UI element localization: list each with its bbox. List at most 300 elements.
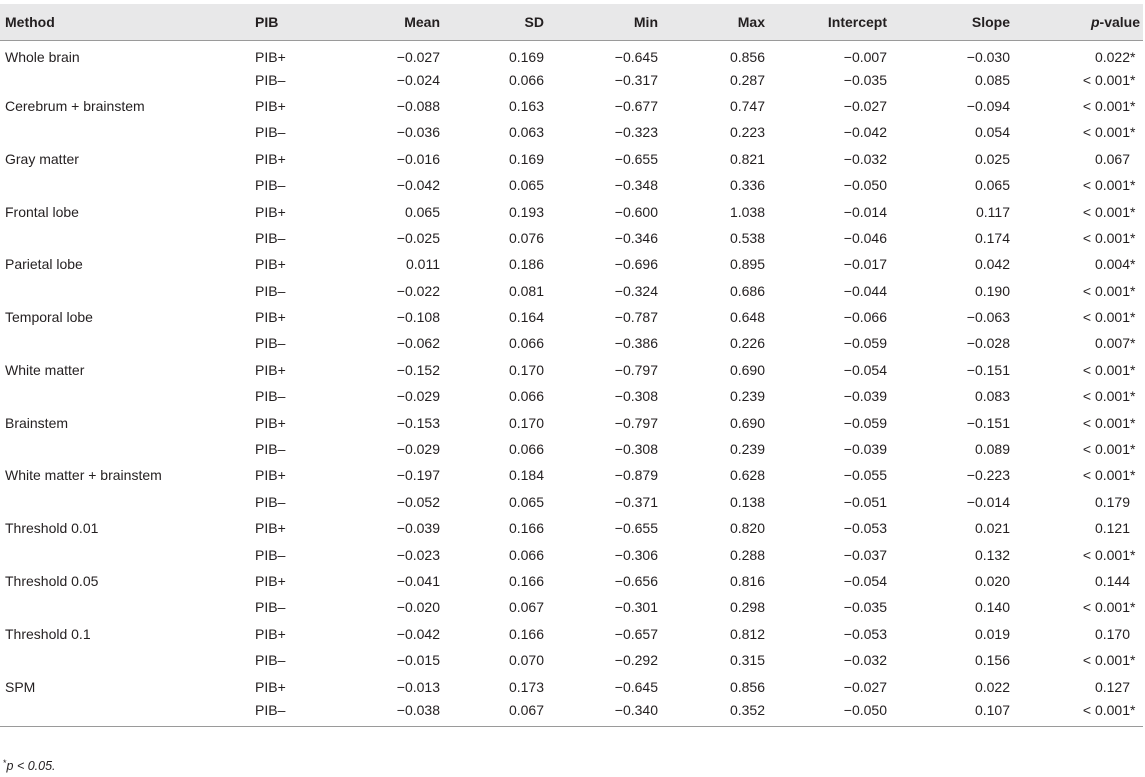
cell-slope: −0.094 (966, 97, 1010, 114)
cell-pib: PIB+ (255, 150, 286, 167)
footnote-text: p < 0.05. (6, 759, 56, 773)
cell-max: 0.223 (729, 124, 765, 141)
cell-min: −0.655 (614, 520, 658, 537)
cell-max: 0.287 (729, 71, 765, 88)
cell-mean: −0.024 (396, 71, 440, 88)
p-value-text: < 0.001 (1082, 203, 1130, 220)
cell-slope: 0.020 (974, 573, 1010, 589)
cell-p-value: < 0.001* (1010, 700, 1143, 726)
cell-sd: 0.166 (508, 573, 544, 589)
cell-slope: −0.014 (966, 493, 1010, 510)
cell-method: Cerebrum + brainstem (5, 97, 145, 114)
cell-mean: −0.015 (396, 652, 440, 669)
cell-slope: 0.089 (974, 441, 1010, 458)
header-pib: PIB (255, 4, 350, 40)
cell-mean: −0.023 (396, 546, 440, 563)
cell-p-value: < 0.001* (1082, 282, 1136, 299)
cell-intercept: −0.059 (843, 414, 887, 431)
cell-mean: −0.027 (396, 49, 440, 66)
footnote (3, 758, 56, 773)
table-row (0, 304, 1143, 330)
cell-mean: −0.153 (396, 414, 440, 431)
cell-sd: 0.070 (508, 652, 544, 669)
cell-slope: 0.021 (974, 520, 1010, 537)
cell-p-value: 0.022* (1094, 49, 1136, 66)
p-value-text: < 0.001 (1082, 124, 1130, 141)
cell-slope: 0.083 (974, 388, 1010, 405)
cell-intercept: −0.053 (843, 520, 887, 537)
table-row (0, 568, 1143, 594)
cell-intercept: −0.032 (843, 150, 887, 167)
header-mean: Mean (350, 4, 440, 40)
cell-intercept: −0.050 (765, 700, 887, 726)
cell-slope: 0.085 (974, 71, 1010, 88)
p-value-text: < 0.001 (1082, 441, 1130, 458)
cell-slope: 0.042 (974, 256, 1010, 273)
cell-pib: PIB– (255, 177, 286, 194)
cell-p-value (1010, 515, 1143, 541)
cell-method: Parietal lobe (5, 256, 83, 273)
cell-sd: 0.166 (508, 520, 544, 537)
cell-sd: 0.186 (508, 256, 544, 273)
cell-max: 0.816 (729, 573, 765, 589)
cell-mean: −0.020 (396, 599, 440, 616)
cell-pib: PIB+ (255, 678, 286, 695)
cell-sd: 0.066 (508, 441, 544, 458)
cell-max: 0.648 (729, 309, 765, 326)
cell-method (0, 172, 255, 198)
cell-mean: −0.036 (396, 124, 440, 141)
table-body (0, 40, 1143, 726)
cell-max: 0.812 (729, 625, 765, 642)
cell-pib: PIB– (255, 599, 286, 616)
p-value-text: 0.004 (1094, 256, 1130, 273)
cell-p-value: < 0.001* (1082, 71, 1136, 88)
cell-max: 0.226 (729, 335, 765, 352)
cell-sd: 0.066 (508, 71, 544, 88)
cell-pib: PIB– (255, 441, 286, 458)
table-row (0, 93, 1143, 119)
table-row (0, 621, 1143, 647)
cell-intercept: −0.027 (843, 97, 887, 114)
cell-mean: −0.152 (396, 361, 440, 378)
table-row (0, 119, 1143, 145)
cell-max: 0.895 (729, 256, 765, 273)
table-row (0, 541, 1143, 567)
cell-sd: 0.066 (508, 546, 544, 563)
table-row (0, 383, 1143, 409)
cell-sd: 0.163 (508, 97, 544, 114)
p-value-text: 0.007 (1094, 335, 1130, 352)
cell-mean: −0.108 (396, 309, 440, 326)
cell-p-value: 0.004* (1094, 256, 1136, 273)
cell-p-value: < 0.001* (1082, 124, 1136, 141)
table-row (0, 225, 1143, 251)
cell-p-value (1010, 489, 1143, 515)
cell-max: 0.538 (729, 229, 765, 246)
cell-mean: −0.029 (396, 441, 440, 458)
cell-p-value (1010, 673, 1143, 699)
header-p-value (1010, 4, 1143, 40)
cell-p-value: < 0.001* (1082, 467, 1136, 484)
cell-mean: −0.062 (396, 335, 440, 352)
p-value-text: < 0.001 (1082, 388, 1130, 405)
cell-method (0, 66, 255, 92)
cell-pib: PIB+ (255, 49, 286, 66)
cell-max: 0.138 (729, 493, 765, 510)
cell-p-value: 0.007* (1094, 335, 1136, 352)
cell-intercept: −0.037 (843, 546, 887, 563)
cell-method (0, 278, 255, 304)
cell-method: Brainstem (5, 414, 69, 431)
cell-min: −0.348 (614, 177, 658, 194)
cell-mean: −0.016 (396, 150, 440, 167)
p-value-text: < 0.001 (1082, 701, 1130, 718)
table-row (0, 489, 1143, 515)
cell-pib: PIB+ (255, 520, 286, 537)
p-value-text: 0.144 (1094, 573, 1130, 589)
cell-slope: 0.117 (976, 203, 1010, 220)
table-row (0, 198, 1143, 224)
cell-min: −0.600 (614, 203, 658, 220)
cell-method: Threshold 0.1 (5, 625, 91, 642)
cell-method: White matter (5, 361, 85, 378)
cell-sd: 0.066 (508, 335, 544, 352)
p-value-text: < 0.001 (1082, 467, 1130, 484)
cell-p-value: < 0.001* (1082, 177, 1136, 194)
cell-max: 1.038 (729, 203, 765, 220)
p-value-text: < 0.001 (1082, 309, 1130, 326)
cell-method: SPM (5, 678, 36, 695)
cell-min: −0.346 (614, 229, 658, 246)
cell-mean: −0.025 (396, 229, 440, 246)
cell-mean: −0.042 (396, 625, 440, 642)
cell-method (0, 489, 255, 515)
table-row (0, 330, 1143, 356)
cell-max: 0.628 (729, 467, 765, 484)
table-row (0, 462, 1143, 488)
cell-intercept: −0.035 (843, 599, 887, 616)
cell-method (0, 119, 255, 145)
header-p-italic: p (1090, 13, 1100, 30)
results-table (0, 4, 1143, 727)
cell-max: 0.821 (729, 150, 765, 167)
cell-min: −0.657 (614, 625, 658, 642)
p-value-text: < 0.001 (1082, 414, 1130, 431)
cell-mean: −0.041 (396, 573, 440, 589)
p-value-text: < 0.001 (1082, 599, 1130, 616)
cell-min: −0.324 (614, 282, 658, 299)
cell-method: White matter + brainstem (5, 467, 162, 484)
cell-slope: 0.190 (974, 282, 1010, 299)
table-row (0, 66, 1143, 92)
cell-intercept: −0.039 (843, 441, 887, 458)
header-method: Method (0, 4, 255, 40)
cell-p-value: < 0.001* (1082, 309, 1136, 326)
cell-mean: −0.088 (396, 97, 440, 114)
cell-method: Frontal lobe (5, 203, 79, 220)
table-row (0, 436, 1143, 462)
cell-sd: 0.169 (508, 150, 544, 167)
cell-max: 0.352 (658, 700, 765, 726)
cell-slope: −0.151 (966, 414, 1010, 431)
cell-slope: −0.030 (966, 49, 1010, 66)
cell-sd: 0.067 (440, 700, 544, 726)
cell-intercept: −0.044 (843, 282, 887, 299)
cell-max: 0.239 (729, 441, 765, 458)
header-row (0, 4, 1143, 40)
p-value-text: < 0.001 (1082, 282, 1130, 299)
cell-slope: 0.022 (974, 678, 1010, 695)
cell-intercept: −0.042 (843, 124, 887, 141)
cell-sd: 0.066 (508, 388, 544, 405)
p-value-text: < 0.001 (1082, 652, 1130, 669)
table-header (0, 4, 1143, 40)
cell-max: 0.690 (729, 361, 765, 378)
cell-max: 0.336 (729, 177, 765, 194)
cell-p-value: < 0.001* (1082, 599, 1136, 616)
table-row (0, 594, 1143, 620)
cell-pib: PIB+ (255, 625, 286, 642)
cell-p-value (1010, 146, 1143, 172)
cell-pib: PIB– (255, 700, 350, 726)
header-sd: SD (440, 4, 544, 40)
cell-max: 0.686 (729, 282, 765, 299)
table-row (0, 700, 1143, 726)
cell-sd: 0.063 (508, 124, 544, 141)
cell-min: −0.323 (614, 124, 658, 141)
p-value-text: < 0.001 (1082, 546, 1130, 563)
cell-pib: PIB– (255, 335, 286, 352)
cell-min: −0.306 (614, 546, 658, 563)
cell-sd: 0.193 (508, 203, 544, 220)
cell-p-value (1010, 621, 1143, 647)
cell-mean: −0.022 (396, 282, 440, 299)
cell-mean: −0.029 (396, 388, 440, 405)
cell-p-value: < 0.001* (1082, 229, 1136, 246)
cell-p-value: < 0.001* (1082, 388, 1136, 405)
table-row (0, 647, 1143, 673)
cell-method: Temporal lobe (5, 309, 93, 326)
p-value-text: 0.121 (1094, 520, 1130, 537)
cell-max: 0.288 (729, 546, 765, 563)
cell-p-value: < 0.001* (1082, 546, 1136, 563)
cell-min: −0.879 (614, 467, 658, 484)
cell-mean: −0.052 (396, 493, 440, 510)
table-row (0, 146, 1143, 172)
cell-intercept: −0.035 (843, 71, 887, 88)
cell-max: 0.315 (729, 652, 765, 669)
cell-min: −0.797 (614, 414, 658, 431)
cell-min: −0.787 (614, 309, 658, 326)
cell-intercept: −0.046 (843, 229, 887, 246)
cell-method: Threshold 0.01 (5, 520, 99, 537)
cell-intercept: −0.054 (843, 573, 887, 589)
cell-sd: 0.065 (508, 493, 544, 510)
cell-method (0, 383, 255, 409)
p-value-text: 0.179 (1094, 493, 1130, 510)
cell-slope: 0.019 (974, 625, 1010, 642)
table-row (0, 673, 1143, 699)
cell-pib: PIB+ (255, 97, 286, 114)
cell-slope: 0.132 (974, 546, 1010, 563)
p-value-text: < 0.001 (1082, 97, 1130, 114)
cell-max: 0.690 (729, 414, 765, 431)
table-row (0, 515, 1143, 541)
cell-max: 0.239 (729, 388, 765, 405)
cell-method: Threshold 0.05 (5, 573, 99, 589)
table-row (0, 409, 1143, 435)
p-value-text: 0.127 (1094, 678, 1130, 695)
cell-pib: PIB+ (255, 414, 286, 431)
table-row (0, 251, 1143, 277)
cell-pib: PIB+ (255, 309, 286, 326)
cell-min: −0.308 (614, 441, 658, 458)
cell-min: −0.292 (614, 652, 658, 669)
header-slope: Slope (887, 4, 1010, 40)
cell-max: 0.298 (729, 599, 765, 616)
cell-pib: PIB+ (255, 203, 286, 220)
cell-sd: 0.170 (508, 414, 544, 431)
cell-intercept: −0.050 (843, 177, 887, 194)
cell-min: −0.340 (544, 700, 658, 726)
cell-pib: PIB– (255, 282, 286, 299)
cell-intercept: −0.059 (843, 335, 887, 352)
cell-slope: 0.054 (974, 124, 1010, 141)
footnote-marker: * (3, 758, 7, 768)
table-row (0, 40, 1143, 66)
cell-slope: 0.107 (887, 700, 1010, 726)
p-value-text: < 0.001 (1082, 229, 1130, 246)
cell-intercept: −0.051 (843, 493, 887, 510)
cell-method: Whole brain (5, 49, 80, 66)
cell-pib: PIB+ (255, 573, 286, 589)
cell-intercept: −0.039 (843, 388, 887, 405)
cell-method: Gray matter (5, 150, 79, 167)
cell-slope: −0.028 (966, 335, 1010, 352)
cell-mean: 0.011 (406, 256, 440, 273)
cell-min: −0.645 (614, 49, 658, 66)
cell-intercept: −0.032 (843, 652, 887, 669)
cell-sd: 0.170 (508, 361, 544, 378)
cell-pib: PIB– (255, 388, 286, 405)
cell-intercept: −0.053 (843, 625, 887, 642)
cell-method (0, 647, 255, 673)
cell-mean: −0.039 (396, 520, 440, 537)
table-row (0, 172, 1143, 198)
cell-pib: PIB– (255, 652, 286, 669)
cell-slope: 0.025 (974, 150, 1010, 167)
cell-min: −0.696 (614, 256, 658, 273)
cell-p-value: < 0.001* (1082, 361, 1136, 378)
cell-method (0, 225, 255, 251)
cell-intercept: −0.014 (843, 203, 887, 220)
cell-max: 0.820 (729, 520, 765, 537)
cell-sd: 0.081 (508, 282, 544, 299)
cell-slope: −0.063 (966, 309, 1010, 326)
cell-intercept: −0.027 (843, 678, 887, 695)
cell-min: −0.677 (614, 97, 658, 114)
cell-min: −0.308 (614, 388, 658, 405)
cell-pib: PIB+ (255, 467, 286, 484)
cell-slope: 0.174 (974, 229, 1010, 246)
p-value-text: < 0.001 (1082, 71, 1130, 88)
cell-mean: −0.197 (396, 467, 440, 484)
cell-min: −0.655 (614, 150, 658, 167)
cell-slope: −0.223 (966, 467, 1010, 484)
cell-min: −0.656 (614, 573, 658, 589)
cell-mean: −0.038 (350, 700, 440, 726)
cell-max: 0.747 (729, 97, 765, 114)
cell-min: −0.797 (614, 361, 658, 378)
header-p-suffix: -value (1099, 13, 1140, 30)
cell-slope: 0.065 (974, 177, 1010, 194)
cell-min: −0.317 (614, 71, 658, 88)
p-value-text: 0.067 (1094, 150, 1130, 167)
table-row (0, 278, 1143, 304)
cell-method (0, 541, 255, 567)
cell-pib: PIB– (255, 493, 286, 510)
cell-max: 0.856 (729, 49, 765, 66)
cell-max: 0.856 (729, 678, 765, 695)
cell-intercept: −0.066 (843, 309, 887, 326)
cell-sd: 0.076 (508, 229, 544, 246)
cell-pib: PIB– (255, 546, 286, 563)
cell-method (0, 594, 255, 620)
table-row (0, 357, 1143, 383)
cell-sd: 0.166 (508, 625, 544, 642)
cell-p-value: < 0.001* (1082, 203, 1136, 220)
cell-intercept: −0.055 (843, 467, 887, 484)
cell-sd: 0.067 (508, 599, 544, 616)
cell-intercept: −0.007 (843, 49, 887, 66)
cell-sd: 0.169 (508, 49, 544, 66)
header-intercept: Intercept (765, 4, 887, 40)
cell-p-value: < 0.001* (1082, 414, 1136, 431)
cell-sd: 0.173 (508, 678, 544, 695)
cell-method (0, 330, 255, 356)
cell-min: −0.301 (614, 599, 658, 616)
cell-mean: −0.013 (396, 678, 440, 695)
cell-sd: 0.184 (508, 467, 544, 484)
cell-slope: 0.140 (974, 599, 1010, 616)
cell-p-value: < 0.001* (1082, 97, 1136, 114)
cell-slope: −0.151 (966, 361, 1010, 378)
p-value-text: < 0.001 (1082, 177, 1130, 194)
cell-min: −0.386 (614, 335, 658, 352)
cell-p-value: < 0.001* (1082, 652, 1136, 669)
cell-min: −0.371 (614, 493, 658, 510)
cell-sd: 0.065 (508, 177, 544, 194)
p-value-text: < 0.001 (1082, 361, 1130, 378)
cell-p-value: < 0.001* (1082, 441, 1136, 458)
cell-method (0, 700, 255, 726)
cell-sd: 0.164 (508, 309, 544, 326)
cell-pib: PIB– (255, 71, 286, 88)
cell-slope: 0.156 (974, 652, 1010, 669)
header-min: Min (544, 4, 658, 40)
cell-min: −0.645 (614, 678, 658, 695)
cell-mean: −0.042 (396, 177, 440, 194)
cell-mean: 0.065 (404, 203, 440, 220)
cell-pib: PIB– (255, 124, 286, 141)
p-value-text: 0.170 (1094, 625, 1130, 642)
cell-method (0, 436, 255, 462)
cell-intercept: −0.054 (843, 361, 887, 378)
cell-pib: PIB+ (255, 361, 286, 378)
cell-intercept: −0.017 (843, 256, 887, 273)
cell-p-value (1010, 568, 1143, 594)
